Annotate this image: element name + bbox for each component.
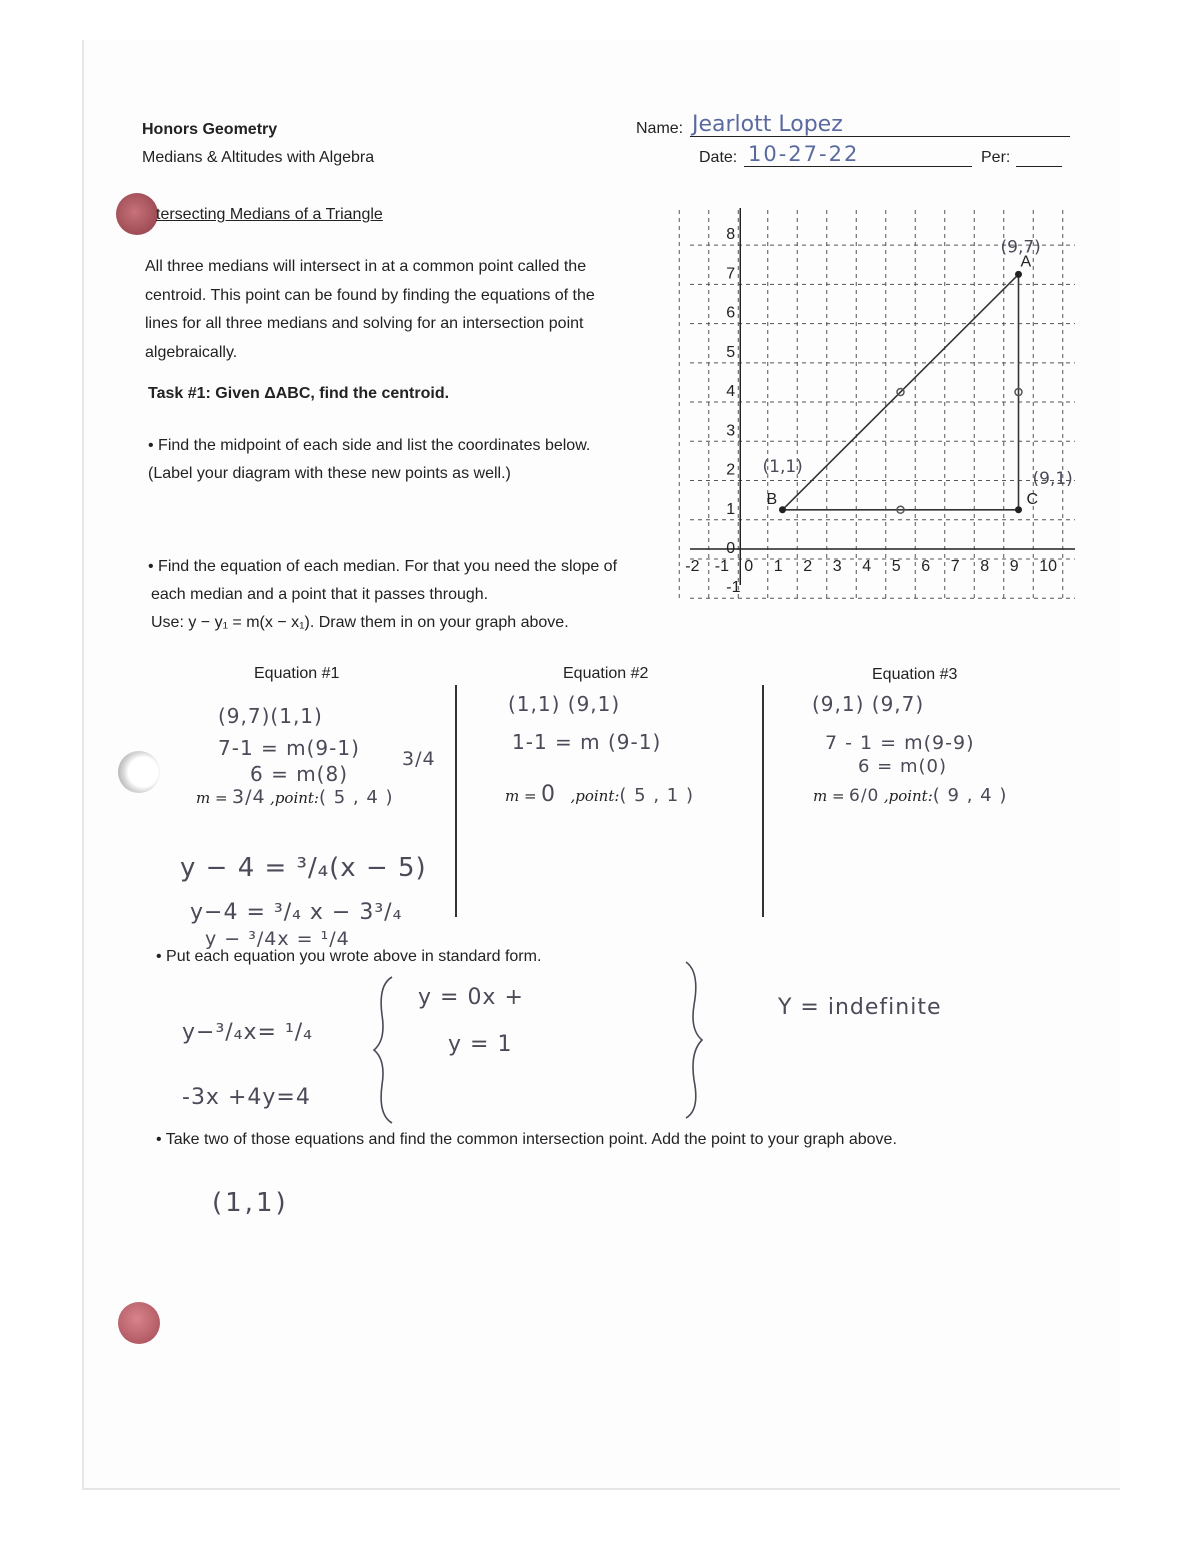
slope-label: m =: [813, 787, 845, 805]
bullet-midpoints: [148, 432, 590, 488]
vertex-coordinate-annotation: (1,1): [762, 456, 803, 477]
x-tick-label: 4: [862, 558, 872, 575]
eq1-slope-row: [196, 786, 394, 808]
x-tick-label: 7: [950, 558, 960, 575]
y-tick-label: 0: [726, 540, 736, 557]
eq3-step2: 6 = m(0): [858, 756, 948, 777]
x-tick-label: -1: [714, 558, 729, 575]
bullet-line: • Find the midpoint of each side and list the coordinates below.: [148, 437, 591, 454]
eq3-points: (9,1) (9,7): [812, 692, 925, 716]
vertex-label: B: [766, 490, 778, 508]
bullet-intersection: • Take two of those equations and find the common intersection point. Add the point to your graph above.: [156, 1131, 897, 1148]
y-tick-label: 2: [726, 461, 736, 479]
section-title: tersecting Medians of a Triangle: [156, 206, 383, 223]
slope-label: m =: [505, 787, 537, 805]
bullet-line: each median and a point that it passes through.: [151, 586, 489, 603]
slope-label: m =: [196, 789, 228, 807]
standard-form-col3-line1: Y = indefinite: [778, 995, 942, 1020]
eq3-point-value: ( 9 , 4 ): [932, 785, 1008, 806]
coordinate-graph: [685, 200, 1080, 610]
intro-line: All three medians will intersect in at a common point called the: [145, 258, 587, 275]
punch-hole-bottom: [118, 1302, 160, 1344]
y-tick-label: 4: [726, 383, 736, 401]
intro-line: lines for all three medians and solving for an intersection point: [145, 315, 584, 332]
eq1-step2: 6 = m(8): [250, 762, 349, 786]
point-label: ,point:: [570, 787, 620, 805]
standard-form-col2-line2: y = 1: [448, 1032, 513, 1057]
x-tick-label: 9: [1009, 558, 1019, 575]
triangle-abc: [783, 274, 1019, 509]
eq1-point-slope-form: y − 4 = ³/₄(x − 5): [180, 853, 427, 883]
vertex-point: [779, 506, 786, 513]
standard-form-col1-line1: y−³/₄x= ¹/₄: [182, 1020, 314, 1045]
date-value: 10-27-22: [748, 142, 860, 166]
eq1-side-slope: 3/4: [402, 748, 436, 770]
per-line: [1016, 166, 1062, 167]
eq2-slope-row: [505, 782, 694, 807]
punch-hole-top: [116, 193, 158, 235]
vertex-coordinate-annotation: (9,7): [1000, 237, 1041, 258]
y-tick-label: 6: [726, 304, 736, 322]
task-heading: Task #1: Given ΔABC, find the centroid.: [148, 385, 450, 402]
x-tick-label: 1: [773, 558, 783, 575]
eq1-distributed: y−4 = ³/₄ x − 3³/₄: [190, 900, 403, 925]
vertex-point: [1015, 271, 1022, 278]
name-label: Name:: [636, 120, 684, 137]
x-tick-label: 5: [891, 558, 901, 575]
eq1-point-value: ( 5 , 4 ): [319, 787, 394, 808]
topic-title: Medians & Altitudes with Algebra: [142, 149, 375, 166]
eq1-slope-value: 3/4: [232, 786, 266, 808]
eq3-slope-value: 6/0: [849, 786, 880, 806]
y-tick-label: -1: [726, 579, 741, 597]
course-title: Honors Geometry: [142, 121, 278, 138]
y-tick-label: 7: [726, 265, 736, 283]
standard-form-col2-line1: y = 0x +: [418, 985, 524, 1010]
date-line: [744, 166, 972, 167]
x-tick-label: 3: [832, 558, 842, 575]
brace-right: [678, 960, 708, 1120]
point-label: ,point:: [270, 789, 319, 807]
vertex-label: C: [1026, 490, 1039, 508]
eq1-points: (9,7)(1,1): [218, 704, 323, 728]
equation3-heading: Equation #3: [872, 666, 958, 683]
eq2-slope-value: 0: [541, 782, 557, 807]
eq2-points: (1,1) (9,1): [508, 692, 621, 716]
bullet-line: • Find the equation of each median. For that you need the slope of: [148, 558, 618, 575]
point-label: ,point:: [883, 787, 933, 805]
standard-form-col1-line2: -3x +4y=4: [182, 1085, 311, 1110]
bullet-standard-form: • Put each equation you wrote above in standard form.: [156, 948, 542, 965]
intro-line: centroid. This point can be found by finding the equations of the: [145, 286, 595, 304]
x-tick-label: 8: [980, 558, 990, 575]
y-tick-label: 3: [726, 422, 736, 440]
eq2-point-value: ( 5 , 1 ): [619, 785, 694, 806]
eq3-slope-row: [813, 785, 1007, 806]
eq2-step1: 1-1 = m (9-1): [512, 730, 662, 754]
x-tick-label: 10: [1039, 558, 1058, 575]
equation1-heading: Equation #1: [254, 665, 340, 682]
vertex-label: A: [1020, 253, 1032, 271]
y-tick-label: 8: [726, 226, 736, 244]
x-tick-label: 0: [744, 558, 754, 575]
date-label: Date:: [699, 149, 738, 166]
x-tick-label: 6: [921, 558, 931, 575]
point-slope-formula: Use: y − y₁ = m(x − x₁). Draw them in on your graph above.: [151, 614, 569, 631]
column-divider: [762, 685, 764, 917]
vertex-coordinate-annotation: (9,1): [1032, 468, 1073, 489]
equation2-heading: Equation #2: [563, 665, 649, 682]
eq1-step1: 7-1 = m(9-1): [218, 736, 360, 760]
column-divider: [455, 685, 457, 917]
bullet-line: (Label your diagram with these new points as well.): [148, 465, 511, 482]
x-tick-label: 2: [803, 558, 813, 575]
y-tick-label: 1: [726, 500, 736, 518]
punch-hole-middle: [118, 751, 160, 793]
bullet-medians: [148, 553, 617, 637]
name-value: Jearlott Lopez: [692, 112, 843, 137]
intro-line: algebraically.: [145, 343, 238, 361]
vertex-point: [1015, 506, 1022, 513]
eq3-step1: 7 - 1 = m(9-9): [825, 732, 975, 754]
intersection-answer: (1,1): [212, 1188, 289, 1218]
eq1-simplified: y − ³/4x = ¹/4: [205, 928, 350, 950]
y-tick-label: 5: [726, 343, 736, 361]
brace-left: [370, 975, 400, 1125]
x-tick-label: -2: [685, 558, 700, 575]
intro-paragraph: [145, 253, 665, 367]
per-label: Per:: [981, 149, 1011, 166]
